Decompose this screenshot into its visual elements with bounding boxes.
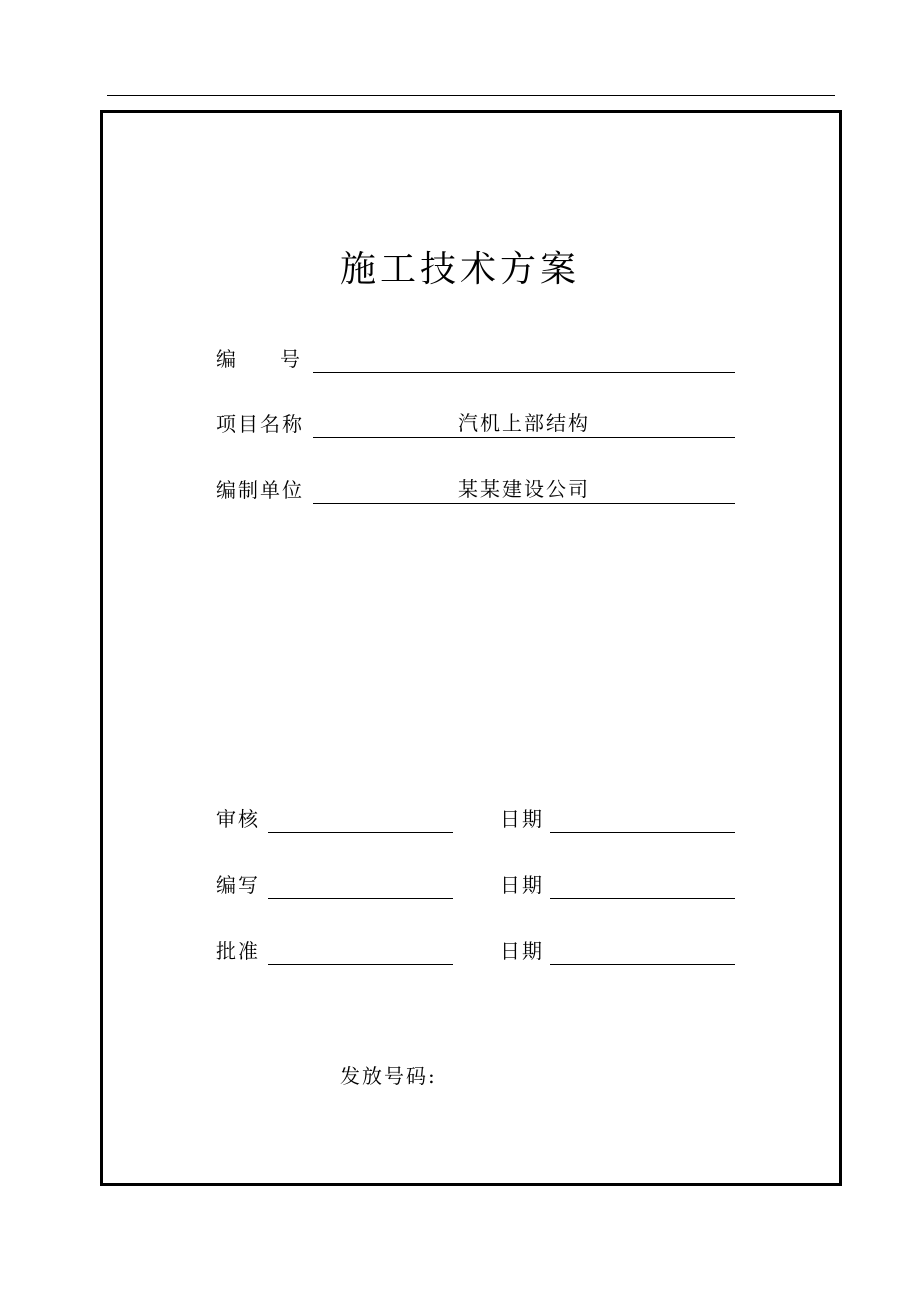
review-label: 审核 [216, 807, 260, 831]
project-name-label: 项目名称 [216, 412, 304, 436]
approve-label: 批准 [216, 939, 260, 963]
approve-date-label: 日期 [500, 939, 544, 963]
write-label: 编写 [216, 873, 260, 897]
review-date-label: 日期 [500, 807, 544, 831]
unit-label: 编制单位 [216, 478, 304, 502]
approve-line[interactable] [268, 964, 453, 965]
project-name-value[interactable]: 汽机上部结构 [458, 411, 590, 435]
header-rule [107, 95, 835, 96]
project-name-line [313, 437, 735, 438]
document-title: 施工技术方案 [339, 249, 580, 290]
unit-line [313, 503, 735, 504]
approve-date-line[interactable] [550, 964, 735, 965]
write-line[interactable] [268, 898, 453, 899]
issue-number-label: 发放号码: [340, 1064, 437, 1088]
number-label: 编 号 [216, 347, 302, 371]
review-date-line[interactable] [550, 832, 735, 833]
write-date-label: 日期 [500, 873, 544, 897]
write-date-line[interactable] [550, 898, 735, 899]
review-line[interactable] [268, 832, 453, 833]
unit-value[interactable]: 某某建设公司 [458, 477, 590, 501]
number-line[interactable] [313, 372, 735, 373]
